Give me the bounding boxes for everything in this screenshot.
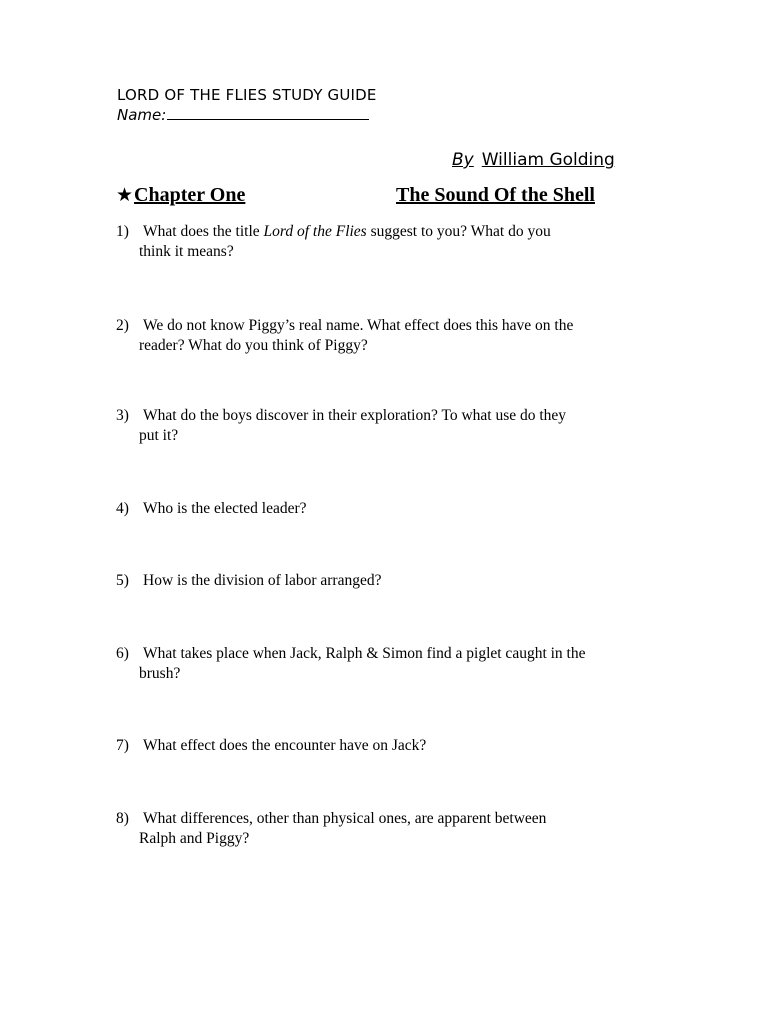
question-number: 3) bbox=[116, 407, 129, 424]
name-field bbox=[117, 105, 369, 124]
question-continuation: Ralph and Piggy? bbox=[139, 830, 250, 847]
question-text: What do the boys discover in their exploration? To what use do they bbox=[143, 407, 567, 424]
question-item bbox=[116, 571, 676, 591]
question-text: How is the division of labor arranged? bbox=[143, 572, 382, 589]
question-item bbox=[116, 809, 676, 849]
question-continuation: brush? bbox=[139, 665, 181, 682]
chapter-label-group bbox=[116, 184, 245, 207]
question-continuation: think it means? bbox=[139, 243, 234, 260]
question-line bbox=[116, 316, 676, 336]
question-number: 5) bbox=[116, 572, 129, 589]
question-line bbox=[116, 499, 676, 519]
author-line bbox=[452, 150, 615, 170]
question-item bbox=[116, 736, 676, 756]
document-title: LORD OF THE FLIES STUDY GUIDE bbox=[117, 86, 377, 104]
author-by: By bbox=[452, 150, 474, 170]
question-item bbox=[116, 499, 676, 519]
question-text: What takes place when Jack, Ralph & Simon find a piglet caught in the bbox=[143, 645, 586, 662]
star-icon: ★ bbox=[116, 184, 134, 206]
question-text: What effect does the encounter have on Jack? bbox=[143, 737, 427, 754]
question-number: 4) bbox=[116, 500, 129, 517]
question-line bbox=[116, 736, 676, 756]
name-label: Name: bbox=[117, 106, 167, 124]
question-number: 1) bbox=[116, 223, 129, 240]
question-item bbox=[116, 222, 676, 262]
chapter-heading bbox=[116, 184, 636, 212]
question-number: 2) bbox=[116, 317, 129, 334]
book-title-text: Lord of the Flies bbox=[263, 223, 367, 240]
question-continuation: reader? What do you think of Piggy? bbox=[139, 337, 368, 354]
question-number: 7) bbox=[116, 737, 129, 754]
question-line bbox=[116, 809, 676, 829]
question-line bbox=[116, 644, 676, 664]
question-text: suggest to you? What do you bbox=[366, 223, 551, 240]
question-line bbox=[116, 406, 676, 426]
chapter-title: The Sound Of the Shell bbox=[396, 184, 595, 206]
question-text: We do not know Piggy’s real name. What effect does this have on the bbox=[143, 317, 574, 334]
question-continuation: put it? bbox=[139, 427, 179, 444]
question-item bbox=[116, 316, 676, 356]
question-text: What differences, other than physical ones, are apparent between bbox=[143, 810, 547, 827]
question-item bbox=[116, 644, 676, 684]
question-item bbox=[116, 406, 676, 446]
question-number: 8) bbox=[116, 810, 129, 827]
name-blank-line bbox=[167, 105, 369, 120]
author-name: William Golding bbox=[481, 150, 615, 170]
question-line bbox=[116, 222, 676, 242]
question-text: Who is the elected leader? bbox=[143, 500, 307, 517]
question-text: What does the title bbox=[143, 223, 264, 240]
question-number: 6) bbox=[116, 645, 129, 662]
chapter-label: Chapter One bbox=[134, 184, 246, 206]
question-line bbox=[116, 571, 676, 591]
